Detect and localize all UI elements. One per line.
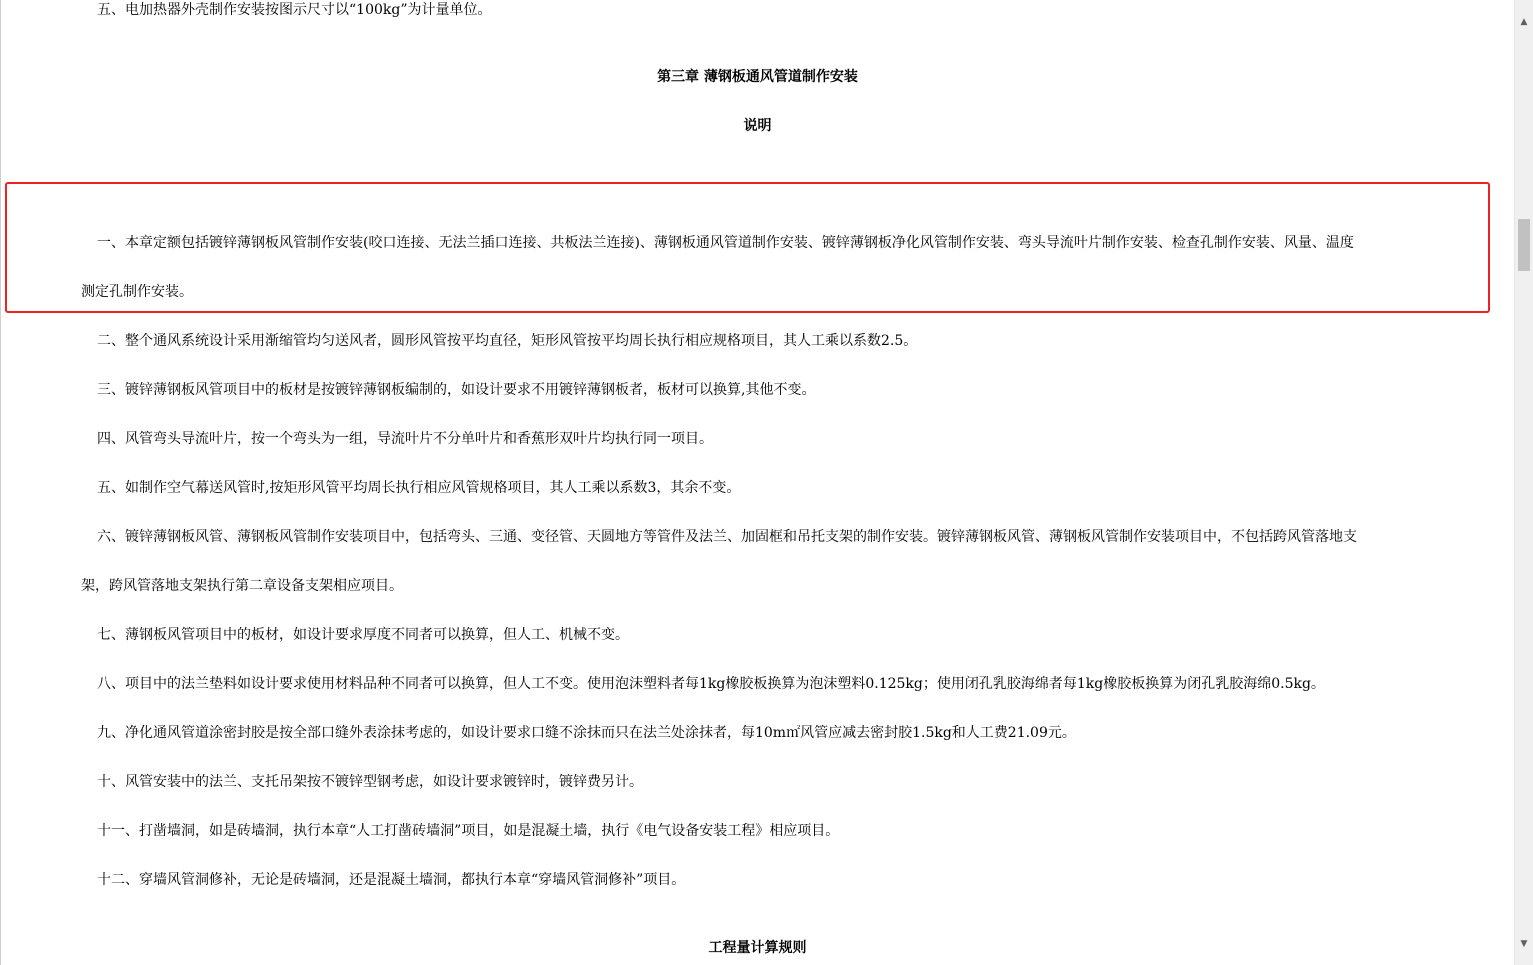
item-8: 八、项目中的法兰垫料如设计要求使用材料品种不同者可以换算，但人工不变。使用泡沫塑料者每1kg橡胶板换算为泡沫塑料0.125kg；使用闭孔乳胶海绵者每1kg橡胶板换算为闭孔乳胶海绵0.5kg。	[97, 676, 1325, 692]
prev-item-text: 五、电加热器外壳制作安装按图示尺寸以“100kg”为计量单位。	[97, 2, 492, 18]
item-2: 二、整个通风系统设计采用渐缩管均匀送风者，圆形风管按平均直径，矩形风管按平均周长执行相应规格项目，其人工乘以系数2.5。	[97, 333, 918, 349]
item-9: 九、净化通风管道涂密封胶是按全部口缝外表涂抹考虑的，如设计要求口缝不涂抹而只在法兰处涂抹者，每10m㎡风管应减去密封胶1.5kg和人工费21.09元。	[97, 725, 1076, 741]
item-10: 十、风管安装中的法兰、支托吊架按不镀锌型钢考虑，如设计要求镀锌时，镀锌费另计。	[97, 774, 643, 790]
item-12: 十二、穿墙风管洞修补，无论是砖墙洞，还是混凝土墙洞，都执行本章“穿墙风管洞修补”项目。	[97, 872, 686, 888]
item-11: 十一、打凿墙洞，如是砖墙洞，执行本章“人工打凿砖墙洞”项目，如是混凝土墙，执行《电气设备安装工程》相应项目。	[97, 823, 840, 839]
scrollbar-thumb[interactable]	[1518, 219, 1530, 271]
item-7: 七、薄钢板风管项目中的板材，如设计要求厚度不同者可以换算，但人工、机械不变。	[97, 627, 629, 643]
item-6-line-1: 六、镀锌薄钢板风管、薄钢板风管制作安装项目中，包括弯头、三通、变径管、天圆地方等管件及法兰、加固框和吊托支架的制作安装。镀锌薄钢板风管、薄钢板风管制作安装项目中，不包括跨风管落地支	[97, 529, 1357, 545]
next-section-title: 工程量计算规则	[708, 940, 807, 956]
scroll-down-icon[interactable]: ▼	[1520, 938, 1528, 949]
chapter-title: 第三章 薄钢板通风管道制作安装	[657, 69, 858, 85]
item-1-line-2: 测定孔制作安装。	[81, 284, 193, 300]
item-6-line-2: 架，跨风管落地支架执行第二章设备支架相应项目。	[81, 578, 403, 594]
scroll-up-icon[interactable]: ▲	[1520, 16, 1528, 27]
item-1-line-1: 一、本章定额包括镀锌薄钢板风管制作安装(咬口连接、无法兰插口连接、共板法兰连接)、薄钢板通风管道制作安装、镀锌薄钢板净化风管制作安装、弯头导流叶片制作安装、检查孔制作安装、风量、温度	[97, 235, 1354, 251]
item-4: 四、风管弯头导流叶片，按一个弯头为一组，导流叶片不分单叶片和香蕉形双叶片均执行同一项目。	[97, 431, 713, 447]
item-3: 三、镀锌薄钢板风管项目中的板材是按镀锌薄钢板编制的，如设计要求不用镀锌薄钢板者，板材可以换算,其他不变。	[97, 382, 816, 398]
item-5: 五、如制作空气幕送风管时,按矩形风管平均周长执行相应风管规格项目，其人工乘以系数3，其余不变。	[97, 480, 741, 496]
vertical-scrollbar[interactable]	[1514, 0, 1533, 965]
section-title: 说明	[743, 118, 772, 134]
